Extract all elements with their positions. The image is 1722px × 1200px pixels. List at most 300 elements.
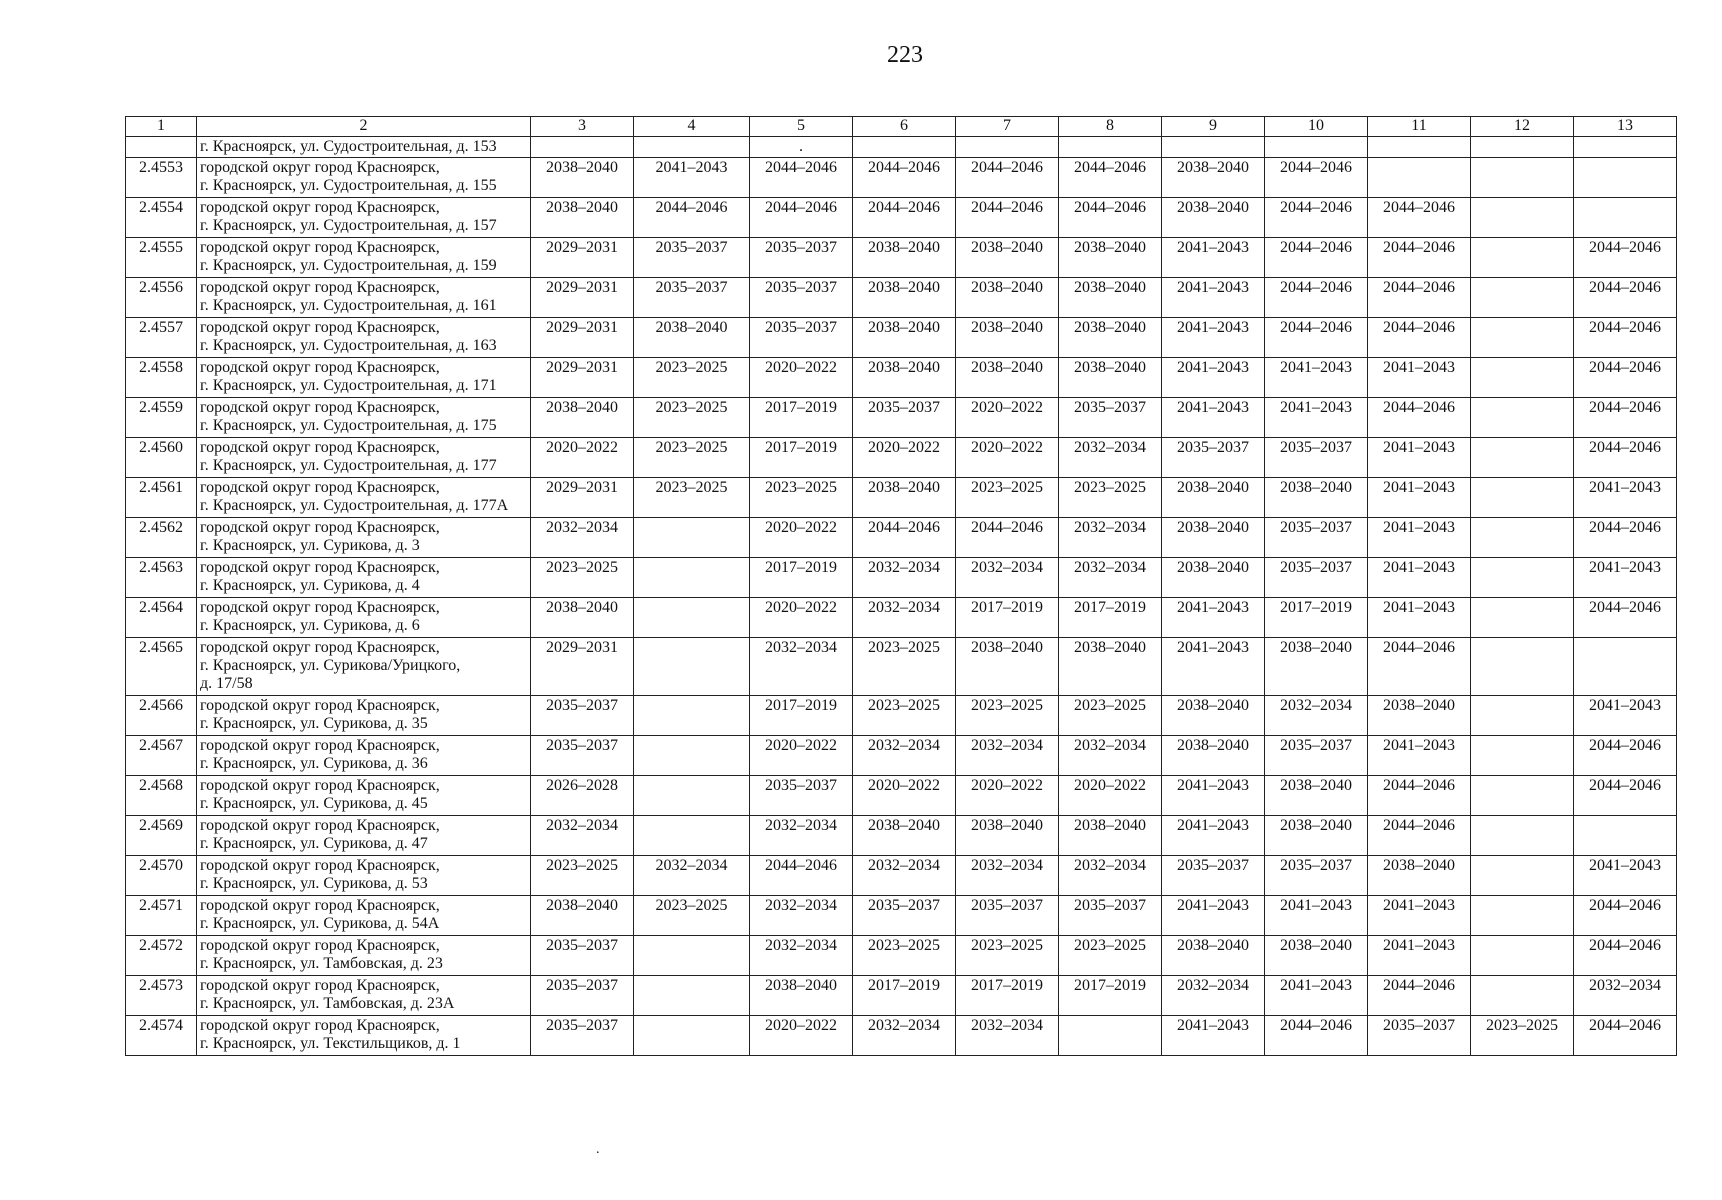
- row-value: 2044–2046: [1368, 638, 1471, 696]
- row-value: 2032–2034: [853, 736, 956, 776]
- row-value: [531, 137, 634, 158]
- row-value: 2044–2046: [1574, 278, 1677, 318]
- row-number: 2.4557: [126, 318, 197, 358]
- row-value: 2035–2037: [1265, 558, 1368, 598]
- row-value: 2032–2034: [531, 518, 634, 558]
- row-value: 2020–2022: [750, 736, 853, 776]
- row-value: [1471, 558, 1574, 598]
- row-value: 2032–2034: [853, 598, 956, 638]
- row-value: 2032–2034: [634, 856, 750, 896]
- row-value: 2035–2037: [531, 696, 634, 736]
- row-value: 2038–2040: [1059, 238, 1162, 278]
- row-value: 2044–2046: [1574, 598, 1677, 638]
- row-value: 2029–2031: [531, 358, 634, 398]
- row-value: 2041–2043: [1368, 558, 1471, 598]
- row-value: 2029–2031: [531, 478, 634, 518]
- row-value: 2035–2037: [1059, 896, 1162, 936]
- row-value: 2041–2043: [1368, 896, 1471, 936]
- row-value: 2041–2043: [1368, 736, 1471, 776]
- row-value: 2017–2019: [956, 598, 1059, 638]
- row-number: 2.4566: [126, 696, 197, 736]
- header-row: [126, 117, 1677, 137]
- row-value: 2044–2046: [1574, 318, 1677, 358]
- row-value: 2035–2037: [531, 1016, 634, 1056]
- row-address: г. Красноярск, ул. Судостроительная, д. 153: [197, 137, 531, 158]
- page-number: 223: [887, 42, 923, 68]
- row-value: 2041–2043: [1368, 478, 1471, 518]
- row-value: [634, 1016, 750, 1056]
- column-header-7: 7: [956, 117, 1059, 137]
- row-value: 2044–2046: [1265, 1016, 1368, 1056]
- row-value: 2044–2046: [853, 518, 956, 558]
- row-value: 2032–2034: [1162, 976, 1265, 1016]
- row-value: 2038–2040: [956, 358, 1059, 398]
- row-value: [1471, 936, 1574, 976]
- row-address: городской округ город Красноярск, г. Красноярск, ул. Судостроительная, д. 155: [197, 158, 531, 198]
- continuation-row: [126, 137, 1677, 158]
- row-value: [1471, 976, 1574, 1016]
- table-row: [126, 638, 1677, 696]
- row-value: [1471, 198, 1574, 238]
- row-value: 2044–2046: [750, 856, 853, 896]
- table-row: [126, 816, 1677, 856]
- row-value: 2041–2043: [1368, 438, 1471, 478]
- row-value: 2044–2046: [1265, 318, 1368, 358]
- row-value: [1368, 137, 1471, 158]
- row-value: 2035–2037: [750, 318, 853, 358]
- row-value: 2032–2034: [956, 558, 1059, 598]
- row-value: 2044–2046: [1265, 158, 1368, 198]
- row-value: [1471, 238, 1574, 278]
- row-value: 2029–2031: [531, 638, 634, 696]
- row-value: 2038–2040: [1162, 736, 1265, 776]
- row-value: [1471, 398, 1574, 438]
- column-header-10: 10: [1265, 117, 1368, 137]
- row-value: [634, 816, 750, 856]
- row-value: [1471, 137, 1574, 158]
- row-value: 2044–2046: [1368, 398, 1471, 438]
- row-address: городской округ город Красноярск, г. Красноярск, ул. Судостроительная, д. 159: [197, 238, 531, 278]
- row-value: 2032–2034: [853, 558, 956, 598]
- row-value: [1471, 438, 1574, 478]
- row-value: 2044–2046: [1368, 816, 1471, 856]
- row-value: 2038–2040: [853, 238, 956, 278]
- row-value: [1471, 358, 1574, 398]
- row-value: 2038–2040: [531, 398, 634, 438]
- row-value: 2038–2040: [1162, 696, 1265, 736]
- row-value: 2044–2046: [853, 158, 956, 198]
- row-value: [1471, 278, 1574, 318]
- row-value: [1574, 638, 1677, 696]
- row-value: 2017–2019: [750, 696, 853, 736]
- row-number: 2.4560: [126, 438, 197, 478]
- table-row: [126, 158, 1677, 198]
- row-value: 2044–2046: [956, 158, 1059, 198]
- row-value: 2023–2025: [634, 478, 750, 518]
- row-value: [634, 137, 750, 158]
- row-number: 2.4556: [126, 278, 197, 318]
- row-number: 2.4567: [126, 736, 197, 776]
- row-value: 2017–2019: [956, 976, 1059, 1016]
- row-value: 2038–2040: [531, 896, 634, 936]
- row-number: 2.4564: [126, 598, 197, 638]
- row-value: 2032–2034: [750, 936, 853, 976]
- row-value: 2038–2040: [956, 638, 1059, 696]
- row-value: 2038–2040: [1368, 856, 1471, 896]
- row-value: 2044–2046: [750, 198, 853, 238]
- row-value: 2032–2034: [750, 638, 853, 696]
- row-value: 2044–2046: [1574, 736, 1677, 776]
- row-value: 2020–2022: [531, 438, 634, 478]
- row-value: 2023–2025: [1059, 696, 1162, 736]
- row-value: 2023–2025: [1059, 478, 1162, 518]
- row-value: 2023–2025: [853, 936, 956, 976]
- row-value: 2041–2043: [1368, 518, 1471, 558]
- row-value: [1265, 137, 1368, 158]
- data-table-wrapper: [125, 116, 1677, 1056]
- row-value: 2032–2034: [956, 856, 1059, 896]
- row-value: 2035–2037: [1059, 398, 1162, 438]
- column-header-13: 13: [1574, 117, 1677, 137]
- row-value: 2017–2019: [1265, 598, 1368, 638]
- row-value: [634, 518, 750, 558]
- row-value: 2044–2046: [1574, 776, 1677, 816]
- row-value: 2032–2034: [531, 816, 634, 856]
- row-value: 2020–2022: [956, 438, 1059, 478]
- row-number: 2.4559: [126, 398, 197, 438]
- row-value: [634, 776, 750, 816]
- row-value: [634, 736, 750, 776]
- row-value: 2035–2037: [750, 776, 853, 816]
- row-value: [1471, 856, 1574, 896]
- row-value: 2041–2043: [1368, 598, 1471, 638]
- row-value: [1574, 816, 1677, 856]
- row-value: 2038–2040: [956, 816, 1059, 856]
- row-value: 2038–2040: [1265, 816, 1368, 856]
- row-value: [1574, 198, 1677, 238]
- row-value: [634, 976, 750, 1016]
- row-value: 2035–2037: [750, 238, 853, 278]
- row-value: 2020–2022: [956, 776, 1059, 816]
- row-value: 2044–2046: [1574, 936, 1677, 976]
- row-value: 2035–2037: [853, 896, 956, 936]
- row-value: 2038–2040: [1059, 638, 1162, 696]
- row-value: [634, 598, 750, 638]
- row-value: [1471, 816, 1574, 856]
- table-row: [126, 198, 1677, 238]
- row-address: городской округ город Красноярск, г. Красноярск, ул. Судостроительная, д. 177: [197, 438, 531, 478]
- row-value: 2035–2037: [531, 976, 634, 1016]
- row-number: 2.4568: [126, 776, 197, 816]
- row-value: 2032–2034: [853, 856, 956, 896]
- row-value: 2041–2043: [1265, 976, 1368, 1016]
- table-row: [126, 278, 1677, 318]
- row-value: 2023–2025: [1471, 1016, 1574, 1056]
- table-row: [126, 598, 1677, 638]
- row-value: 2041–2043: [1574, 478, 1677, 518]
- row-value: 2035–2037: [531, 936, 634, 976]
- row-value: 2041–2043: [1162, 398, 1265, 438]
- row-address: городской округ город Красноярск, г. Красноярск, ул. Судостроительная, д. 157: [197, 198, 531, 238]
- row-address: городской округ город Красноярск, г. Красноярск, ул. Тамбовская, д. 23: [197, 936, 531, 976]
- row-number: 2.4573: [126, 976, 197, 1016]
- row-value: 2044–2046: [1368, 318, 1471, 358]
- row-value: [1574, 137, 1677, 158]
- row-value: 2032–2034: [1574, 976, 1677, 1016]
- row-value: 2038–2040: [1162, 558, 1265, 598]
- table-row: [126, 736, 1677, 776]
- row-value: 2044–2046: [1368, 776, 1471, 816]
- row-value: 2023–2025: [956, 478, 1059, 518]
- row-address: городской округ город Красноярск, г. Красноярск, ул. Судостроительная, д. 161: [197, 278, 531, 318]
- row-value: 2044–2046: [1059, 158, 1162, 198]
- row-value: 2017–2019: [750, 438, 853, 478]
- row-number: 2.4574: [126, 1016, 197, 1056]
- row-value: 2041–2043: [1162, 318, 1265, 358]
- row-value: [1471, 736, 1574, 776]
- row-value: 2044–2046: [1368, 976, 1471, 1016]
- row-value: [1471, 598, 1574, 638]
- row-value: [1059, 1016, 1162, 1056]
- row-value: 2023–2025: [750, 478, 853, 518]
- row-value: 2035–2037: [1265, 438, 1368, 478]
- row-value: 2038–2040: [1162, 198, 1265, 238]
- row-value: 2041–2043: [1162, 238, 1265, 278]
- row-address: городской округ город Красноярск, г. Красноярск, ул. Сурикова, д. 36: [197, 736, 531, 776]
- row-value: 2044–2046: [1265, 278, 1368, 318]
- row-address: городской округ город Красноярск, г. Красноярск, ул. Судостроительная, д. 163: [197, 318, 531, 358]
- row-number: 2.4572: [126, 936, 197, 976]
- row-value: 2035–2037: [853, 398, 956, 438]
- column-header-9: 9: [1162, 117, 1265, 137]
- row-value: 2023–2025: [1059, 936, 1162, 976]
- row-value: 2035–2037: [1162, 438, 1265, 478]
- column-header-4: 4: [634, 117, 750, 137]
- row-value: 2038–2040: [531, 198, 634, 238]
- row-value: 2038–2040: [531, 598, 634, 638]
- row-value: 2020–2022: [853, 776, 956, 816]
- row-value: 2038–2040: [634, 318, 750, 358]
- row-value: 2032–2034: [1059, 518, 1162, 558]
- row-value: 2032–2034: [1059, 736, 1162, 776]
- row-value: 2038–2040: [1059, 278, 1162, 318]
- row-value: 2023–2025: [634, 438, 750, 478]
- row-value: 2038–2040: [1265, 478, 1368, 518]
- table-row: [126, 558, 1677, 598]
- row-value: 2023–2025: [853, 696, 956, 736]
- row-value: 2041–2043: [1368, 358, 1471, 398]
- row-value: 2038–2040: [853, 278, 956, 318]
- row-value: 2029–2031: [531, 238, 634, 278]
- row-number: 2.4562: [126, 518, 197, 558]
- column-header-3: 3: [531, 117, 634, 137]
- row-value: 2032–2034: [1059, 856, 1162, 896]
- row-value: 2035–2037: [1265, 736, 1368, 776]
- row-value: 2044–2046: [1574, 238, 1677, 278]
- row-value: 2044–2046: [1368, 238, 1471, 278]
- column-header-5: 5: [750, 117, 853, 137]
- row-value: 2044–2046: [1265, 198, 1368, 238]
- row-value: 2041–2043: [1162, 1016, 1265, 1056]
- row-number: 2.4563: [126, 558, 197, 598]
- stray-mark: .: [596, 1142, 600, 1157]
- row-address: городской округ город Красноярск, г. Красноярск, ул. Тамбовская, д. 23А: [197, 976, 531, 1016]
- row-value: [1059, 137, 1162, 158]
- row-value: [1574, 158, 1677, 198]
- row-address: городской округ город Красноярск, г. Красноярск, ул. Судостроительная, д. 175: [197, 398, 531, 438]
- row-value: 2038–2040: [531, 158, 634, 198]
- table-row: [126, 896, 1677, 936]
- row-value: 2038–2040: [853, 358, 956, 398]
- row-value: [1162, 137, 1265, 158]
- row-number: 2.4555: [126, 238, 197, 278]
- row-value: 2038–2040: [853, 478, 956, 518]
- row-value: 2038–2040: [1059, 318, 1162, 358]
- row-address: городской округ город Красноярск, г. Красноярск, ул. Сурикова/Урицкого, д. 17/58: [197, 638, 531, 696]
- row-value: 2041–2043: [1368, 936, 1471, 976]
- row-value: [1471, 518, 1574, 558]
- row-value: 2032–2034: [956, 736, 1059, 776]
- row-value: 2044–2046: [956, 518, 1059, 558]
- row-value: 2023–2025: [531, 558, 634, 598]
- row-value: 2044–2046: [853, 198, 956, 238]
- row-value: 2032–2034: [1059, 438, 1162, 478]
- row-value: 2041–2043: [1162, 816, 1265, 856]
- row-value: [1471, 318, 1574, 358]
- row-value: [1471, 478, 1574, 518]
- row-value: 2017–2019: [750, 558, 853, 598]
- row-value: 2035–2037: [531, 736, 634, 776]
- row-value: 2020–2022: [1059, 776, 1162, 816]
- table-row: [126, 478, 1677, 518]
- row-address: городской округ город Красноярск, г. Красноярск, ул. Судостроительная, д. 171: [197, 358, 531, 398]
- row-value: 2032–2034: [1059, 558, 1162, 598]
- row-value: 2035–2037: [1265, 856, 1368, 896]
- table-row: [126, 238, 1677, 278]
- row-value: 2044–2046: [750, 158, 853, 198]
- row-value: [634, 638, 750, 696]
- row-value: 2041–2043: [1162, 278, 1265, 318]
- row-value: .: [750, 137, 853, 158]
- row-address: городской округ город Красноярск, г. Красноярск, ул. Сурикова, д. 53: [197, 856, 531, 896]
- row-value: 2023–2025: [634, 398, 750, 438]
- row-value: 2017–2019: [750, 398, 853, 438]
- table-row: [126, 438, 1677, 478]
- row-value: 2029–2031: [531, 278, 634, 318]
- row-value: 2032–2034: [1265, 696, 1368, 736]
- row-number: 2.4553: [126, 158, 197, 198]
- row-number: 2.4569: [126, 816, 197, 856]
- row-value: 2041–2043: [1265, 398, 1368, 438]
- row-value: 2038–2040: [853, 318, 956, 358]
- column-header-1: 1: [126, 117, 197, 137]
- row-number: 2.4561: [126, 478, 197, 518]
- row-value: 2032–2034: [853, 1016, 956, 1056]
- row-value: 2035–2037: [634, 278, 750, 318]
- row-value: [956, 137, 1059, 158]
- row-value: 2038–2040: [750, 976, 853, 1016]
- row-address: городской округ город Красноярск, г. Красноярск, ул. Сурикова, д. 45: [197, 776, 531, 816]
- row-value: 2038–2040: [1059, 816, 1162, 856]
- row-value: 2044–2046: [1574, 1016, 1677, 1056]
- row-value: 2044–2046: [1574, 896, 1677, 936]
- row-value: 2041–2043: [1265, 896, 1368, 936]
- row-value: 2017–2019: [853, 976, 956, 1016]
- row-value: 2044–2046: [1368, 198, 1471, 238]
- row-value: 2020–2022: [750, 358, 853, 398]
- row-number: 2.4571: [126, 896, 197, 936]
- row-value: 2038–2040: [1265, 936, 1368, 976]
- row-value: 2038–2040: [956, 278, 1059, 318]
- row-number: [126, 137, 197, 158]
- row-value: 2038–2040: [1162, 518, 1265, 558]
- row-value: 2038–2040: [1162, 936, 1265, 976]
- row-value: 2035–2037: [1162, 856, 1265, 896]
- row-value: 2044–2046: [1265, 238, 1368, 278]
- row-address: городской округ город Красноярск, г. Красноярск, ул. Сурикова, д. 54А: [197, 896, 531, 936]
- row-value: 2044–2046: [1059, 198, 1162, 238]
- row-address: городской округ город Красноярск, г. Красноярск, ул. Сурикова, д. 3: [197, 518, 531, 558]
- row-value: [1471, 158, 1574, 198]
- row-value: 2032–2034: [750, 896, 853, 936]
- row-value: 2041–2043: [634, 158, 750, 198]
- row-value: 2020–2022: [956, 398, 1059, 438]
- row-value: 2038–2040: [1162, 478, 1265, 518]
- column-header-12: 12: [1471, 117, 1574, 137]
- row-value: [1368, 158, 1471, 198]
- row-value: [1471, 696, 1574, 736]
- table-row: [126, 976, 1677, 1016]
- table-row: [126, 936, 1677, 976]
- column-header-2: 2: [197, 117, 531, 137]
- row-value: 2044–2046: [956, 198, 1059, 238]
- row-value: 2038–2040: [853, 816, 956, 856]
- row-value: 2020–2022: [750, 598, 853, 638]
- row-value: 2038–2040: [1265, 776, 1368, 816]
- column-header-8: 8: [1059, 117, 1162, 137]
- data-table: [125, 116, 1677, 1056]
- row-value: 2044–2046: [1368, 278, 1471, 318]
- table-body: [126, 137, 1677, 1056]
- table-row: [126, 318, 1677, 358]
- row-value: 2032–2034: [750, 816, 853, 856]
- table-row: [126, 358, 1677, 398]
- row-value: 2035–2037: [750, 278, 853, 318]
- row-number: 2.4565: [126, 638, 197, 696]
- row-value: 2044–2046: [1574, 438, 1677, 478]
- row-value: 2044–2046: [1574, 398, 1677, 438]
- table-row: [126, 398, 1677, 438]
- row-value: 2023–2025: [853, 638, 956, 696]
- row-value: 2023–2025: [634, 358, 750, 398]
- row-value: 2023–2025: [634, 896, 750, 936]
- row-number: 2.4558: [126, 358, 197, 398]
- column-header-6: 6: [853, 117, 956, 137]
- row-address: городской округ город Красноярск, г. Красноярск, ул. Сурикова, д. 4: [197, 558, 531, 598]
- row-address: городской округ город Красноярск, г. Красноярск, ул. Сурикова, д. 35: [197, 696, 531, 736]
- row-value: 2041–2043: [1162, 638, 1265, 696]
- row-value: 2035–2037: [1265, 518, 1368, 558]
- table-row: [126, 856, 1677, 896]
- row-value: 2038–2040: [1368, 696, 1471, 736]
- column-header-11: 11: [1368, 117, 1471, 137]
- row-value: [634, 558, 750, 598]
- row-value: [1471, 776, 1574, 816]
- row-number: 2.4570: [126, 856, 197, 896]
- row-address: городской округ город Красноярск, г. Красноярск, ул. Текстильщиков, д. 1: [197, 1016, 531, 1056]
- row-value: 2038–2040: [1265, 638, 1368, 696]
- row-value: [634, 936, 750, 976]
